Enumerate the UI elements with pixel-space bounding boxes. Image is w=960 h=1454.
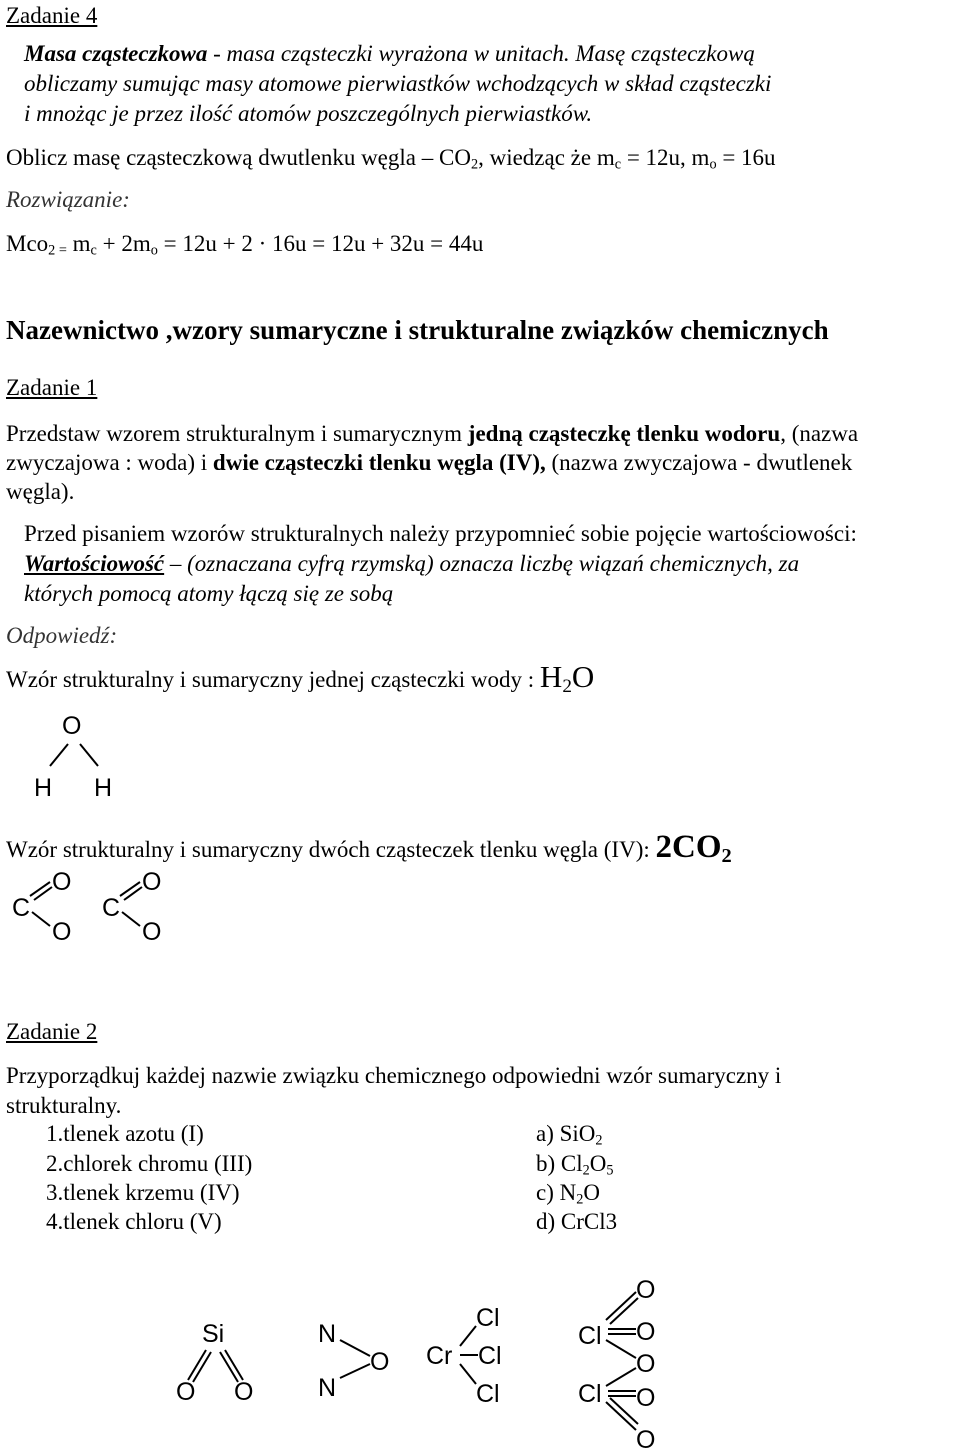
task-text-c: = 12u, m <box>621 145 710 170</box>
sio2-structure <box>170 1314 270 1404</box>
co2-f-sub: 2 <box>721 845 732 868</box>
water-f-sub: 2 <box>562 675 572 697</box>
atom-h1: H <box>34 774 53 802</box>
zadanie4-title: Zadanie 4 <box>6 3 98 28</box>
zadanie2-line-2: strukturalny. <box>6 1093 122 1118</box>
fc-end: O <box>583 1180 600 1205</box>
sol-b-sub: c <box>90 242 97 259</box>
note-term: Wartościowość <box>24 551 165 576</box>
atom-o1: O <box>176 1378 196 1404</box>
atom-o-2: O <box>636 1384 656 1412</box>
bond-cl1-otop-a <box>606 1292 636 1320</box>
atom-o2: O <box>234 1378 254 1404</box>
fb-mid: O <box>589 1151 607 1176</box>
definition-term: Masa cząsteczkowa <box>24 41 208 66</box>
zadanie1-title: Zadanie 1 <box>6 375 98 400</box>
bond-n2-o <box>340 1364 370 1378</box>
water-formula <box>539 659 595 697</box>
single-bond <box>32 912 50 926</box>
name-item-4: 4.tlenek chloru (V) <box>46 1209 222 1234</box>
co2-structure-1 <box>10 866 90 946</box>
bond-cl2-obottom-a <box>606 1402 636 1430</box>
atom-cl2: Cl <box>578 1380 602 1408</box>
atom-cl2: Cl <box>478 1342 502 1370</box>
atom-o: O <box>62 712 82 740</box>
name-item-3: 3.tlenek krzemu (IV) <box>46 1180 240 1205</box>
definition-line-1 <box>24 40 755 68</box>
co2-text: Wzór strukturalny i sumaryczny dwóch cząsteczek tlenku węgla (IV): <box>6 837 656 862</box>
task-o-sub: o <box>709 156 717 173</box>
bond-cl2-obridge <box>606 1368 636 1386</box>
fb-sub2: 5 <box>606 1162 614 1179</box>
atom-cl1: Cl <box>476 1304 500 1332</box>
sol-a-sub: 2 = <box>48 242 67 259</box>
note-line-1: Przed pisaniem wzorów strukturalnych należy przypomnieć sobie pojęcie wartościowości: <box>24 521 857 546</box>
water-f1: H <box>539 659 563 694</box>
cl2o5-structure <box>576 1274 666 1452</box>
single-bond <box>122 912 140 926</box>
water-text: Wzór strukturalny i sumaryczny jednej cząsteczki wody : <box>6 667 540 692</box>
co2-line <box>6 828 732 868</box>
atom-h2: H <box>94 774 113 802</box>
zadanie1-line-3: węgla). <box>6 479 75 504</box>
atom-cl1: Cl <box>578 1322 602 1350</box>
fa-sub: 2 <box>595 1132 603 1149</box>
z1-l1b: jedną cząsteczkę tlenku wodoru <box>467 421 781 446</box>
zadanie2-title: Zadanie 2 <box>6 1019 98 1044</box>
atom-o-top: O <box>636 1276 656 1304</box>
water-line <box>6 658 594 695</box>
note-line-3: których pomocą atomy łączą się ze sobą <box>24 581 394 606</box>
z1-l2a: zwyczajowa : woda) i <box>6 450 213 475</box>
name-item-1: 1.tlenek azotu (I) <box>46 1121 204 1146</box>
bond-o-h2 <box>80 744 98 766</box>
definition-line-3: i mnożąc je przez ilość atomów poszczególnych pierwiastków. <box>24 101 593 126</box>
bond-n1-o <box>340 1340 370 1356</box>
sol-c: + 2m <box>96 231 151 256</box>
task-text-d: = 16u <box>716 145 776 170</box>
formula-d: d) CrCl3 <box>536 1209 618 1234</box>
task-text-a: Oblicz masę cząsteczkową dwutlenku węgla – CO <box>6 145 471 170</box>
task-sub: 2 <box>470 156 479 173</box>
fa-text: a) SiO <box>536 1121 596 1146</box>
double-bond-b <box>124 887 142 900</box>
definition-line-2: obliczamy sumując masy atomowe pierwiastków wchodzących w skład cząsteczki <box>24 71 772 96</box>
bond-cl1-obridge <box>606 1340 636 1358</box>
crcl3-structure <box>424 1302 514 1408</box>
fb-text: b) Cl <box>536 1151 583 1176</box>
atom-o: O <box>370 1348 390 1376</box>
atom-o-top: O <box>142 868 162 896</box>
fc-text: c) N <box>536 1180 577 1205</box>
co2-structure-2 <box>100 866 180 946</box>
bond-o-h1 <box>50 744 68 766</box>
atom-n2: N <box>318 1374 337 1402</box>
atom-cr: Cr <box>426 1342 453 1370</box>
double-bond-a <box>120 882 140 896</box>
bond-cr-cl3 <box>460 1364 476 1384</box>
atom-c: C <box>12 894 31 922</box>
z1-l2c: (nazwa zwyczajowa - dwutlenek <box>545 450 853 475</box>
formula-a <box>536 1120 603 1148</box>
answer-label: Odpowiedź: <box>6 623 118 648</box>
zadanie1-line-1 <box>6 420 858 448</box>
double-bond-b <box>34 887 52 900</box>
n2o-structure <box>316 1316 400 1406</box>
z1-l2b: dwie cząsteczki tlenku węgla (IV), <box>212 450 546 475</box>
zadanie2-line-1: Przyporządkuj każdej nazwie związku chemicznego odpowiedni wzór sumaryczny i <box>6 1063 782 1088</box>
note-line-2 <box>24 550 799 578</box>
definition-text: - masa cząsteczki wyrażona w unitach. Masę cząsteczkową <box>207 41 755 66</box>
solution-label: Rozwiązanie: <box>6 187 130 212</box>
atom-o-top: O <box>52 868 72 896</box>
sol-c-sub: o <box>150 242 158 259</box>
task-c-sub: c <box>614 156 622 173</box>
fb-sub1: 2 <box>582 1162 590 1179</box>
task-text-b: , wiedząc że m <box>478 145 615 170</box>
name-item-2: 2.chlorek chromu (III) <box>46 1151 253 1176</box>
bond-cr-cl1 <box>460 1326 476 1346</box>
co2-formula <box>655 829 732 868</box>
atom-si: Si <box>202 1320 225 1348</box>
formula-c <box>536 1179 600 1207</box>
task-line <box>6 144 776 172</box>
double-bond-a <box>30 882 50 896</box>
co2-f1: 2CO <box>655 829 722 865</box>
atom-o-bridge: O <box>636 1350 656 1378</box>
formula-b <box>536 1150 614 1178</box>
atom-o-bottom: O <box>636 1426 656 1452</box>
section-heading: Nazewnictwo ,wzory sumaryczne i strukturalne związków chemicznych <box>6 315 829 345</box>
solution-equation <box>6 230 483 258</box>
atom-c: C <box>102 894 121 922</box>
water-f2: O <box>571 659 595 694</box>
fc-sub: 2 <box>576 1191 584 1208</box>
z1-l1c: , (nazwa <box>780 421 859 446</box>
water-structure <box>20 706 130 802</box>
atom-cl3: Cl <box>476 1380 500 1408</box>
sol-a: Mco <box>6 231 49 256</box>
sol-b: m <box>66 231 91 256</box>
sol-d: = 12u + 2 · 16u = 12u + 32u = 44u <box>157 231 484 256</box>
zadanie1-line-2 <box>6 449 852 477</box>
atom-o-bottom: O <box>142 918 162 946</box>
z1-l1a: Przedstaw wzorem strukturalnym i sumarycznym <box>6 421 468 446</box>
atom-o-bottom: O <box>52 918 72 946</box>
atom-n1: N <box>318 1320 337 1348</box>
atom-o-1: O <box>636 1318 656 1346</box>
note-text: – (oznaczana cyfrą rzymską) oznacza liczbę wiązań chemicznych, za <box>164 551 800 576</box>
